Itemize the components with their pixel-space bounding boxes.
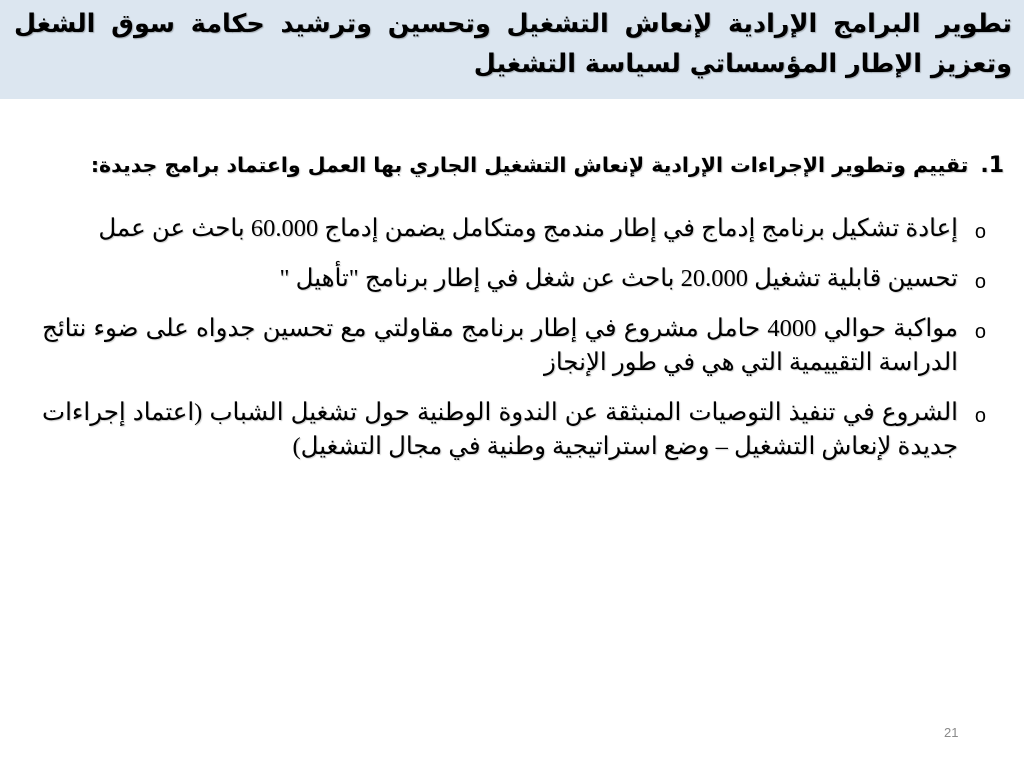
bullet-item bbox=[42, 262, 986, 296]
slide-title: تطوير البرامج الإرادية لإنعاش التشغيل وتحسين وترشيد حكامة سوق الشغل وتعزيز الإطار المؤسساتي لسياسة التشغيل bbox=[14, 9, 1012, 79]
bullet-text: إعادة تشكيل برنامج إدماج في إطار مندمج ومتكامل يضمن إدماج 60.000 باحث عن عمل bbox=[98, 215, 958, 242]
bullet-circle-icon: o bbox=[974, 405, 986, 427]
bullet-text: تحسين قابلية تشغيل 20.000 باحث عن شغل في إطار برنامج "تأهيل " bbox=[279, 265, 958, 292]
section-number: 1. bbox=[980, 153, 1004, 178]
bullet-item bbox=[42, 212, 986, 246]
bullet-item bbox=[42, 396, 986, 464]
bullet-text: مواكبة حوالي 4000 حامل مشروع في إطار برنامج مقاولتي مع تحسين جدواه على ضوء نتائج الدراسة التقييمية التي هي في طور الإنجاز bbox=[42, 315, 958, 376]
slide-title-band bbox=[0, 0, 1024, 99]
section-heading-text: تقييم وتطوير الإجراءات الإرادية لإنعاش التشغيل الجاري بها العمل واعتماد برامج جديدة: bbox=[90, 153, 969, 177]
bullet-list bbox=[42, 212, 986, 480]
bullet-circle-icon: o bbox=[974, 321, 986, 343]
bullet-item bbox=[42, 312, 986, 380]
bullet-circle-icon: o bbox=[974, 271, 986, 293]
page-number: 21 bbox=[944, 725, 959, 740]
section-heading bbox=[4, 150, 1004, 180]
bullet-circle-icon: o bbox=[974, 221, 986, 243]
bullet-text: الشروع في تنفيذ التوصيات المنبثقة عن الندوة الوطنية حول تشغيل الشباب (اعتماد إجراءات جديدة لإنعاش التشغيل – وضع استراتيجية وطنية في مجال التشغيل) bbox=[42, 399, 958, 460]
